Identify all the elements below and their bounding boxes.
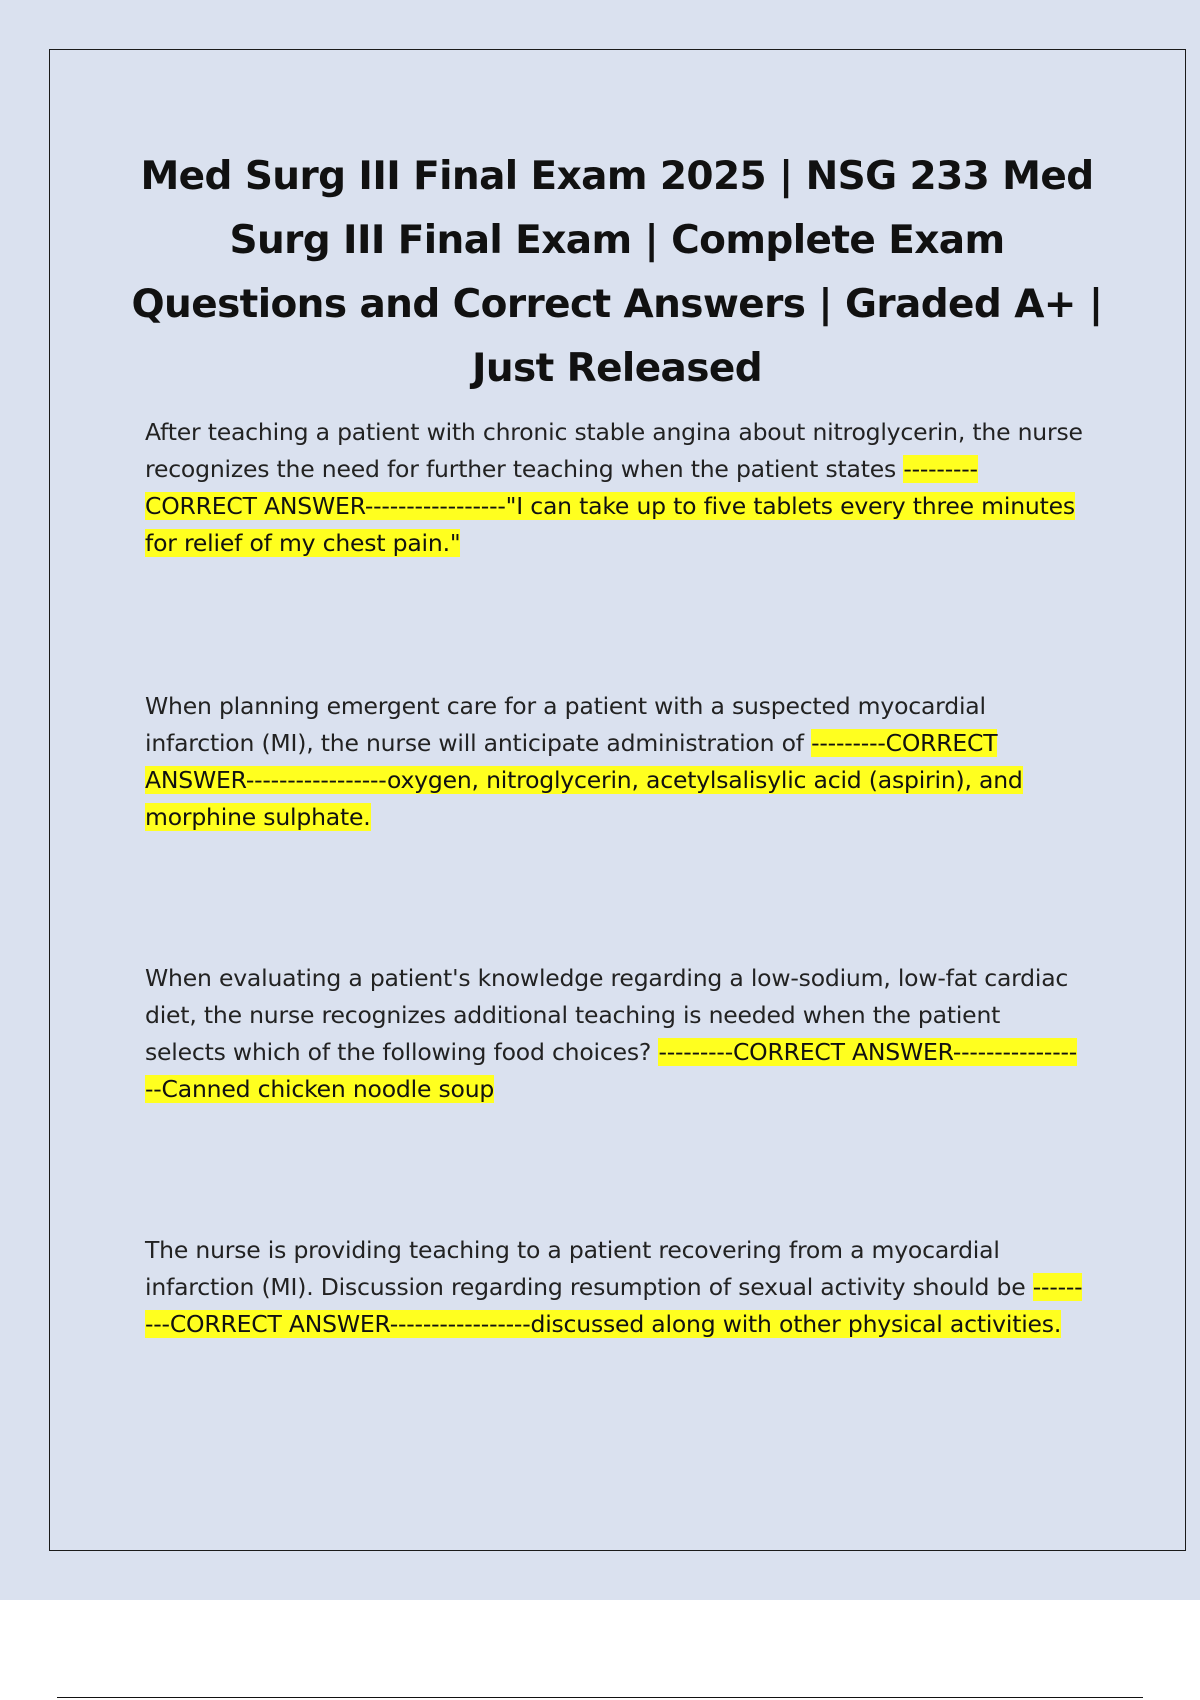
question-text: After teaching a patient with chronic stable angina about nitroglycerin, the nurse recognizes the need for further teaching when the patient states — [145, 418, 1083, 483]
question-text: When evaluating a patient's knowledge regarding a low-sodium, low-fat cardiac diet, the nurse recognizes additional teaching is needed when the patient selects which of the following food choices? — [145, 964, 1069, 1066]
question-text: When planning emergent care for a patient with a suspected myocardial infarction (MI), the nurse will anticipate administration of — [145, 692, 986, 757]
question-block-1 — [145, 414, 1085, 562]
answer-highlight: ---------CORRECT ANSWER-----------------"I can take up to five tablets every three minutes for relief of my chest pain." — [145, 455, 1075, 557]
question-block-4 — [145, 1232, 1085, 1343]
question-text: The nurse is providing teaching to a patient recovering from a myocardial infarction (MI). Discussion regarding resumption of sexual activity should be — [145, 1236, 1033, 1301]
question-block-2 — [145, 688, 1085, 836]
answer-highlight: ---------CORRECT ANSWER-----------------oxygen, nitroglycerin, acetylsalisylic acid (aspirin), and morphine sulphate. — [145, 729, 1023, 831]
answer-highlight: ---------CORRECT ANSWER-----------------Canned chicken noodle soup — [145, 1038, 1078, 1103]
question-block-3 — [145, 960, 1085, 1108]
answer-highlight: ---------CORRECT ANSWER-----------------discussed along with other physical activities. — [145, 1273, 1083, 1338]
footer-divider — [57, 1697, 1143, 1698]
document-title: Med Surg III Final Exam 2025 | NSG 233 Med Surg III Final Exam | Complete Exam Questions and Correct Answers | Graded A+ | Just Released — [131, 154, 1103, 391]
